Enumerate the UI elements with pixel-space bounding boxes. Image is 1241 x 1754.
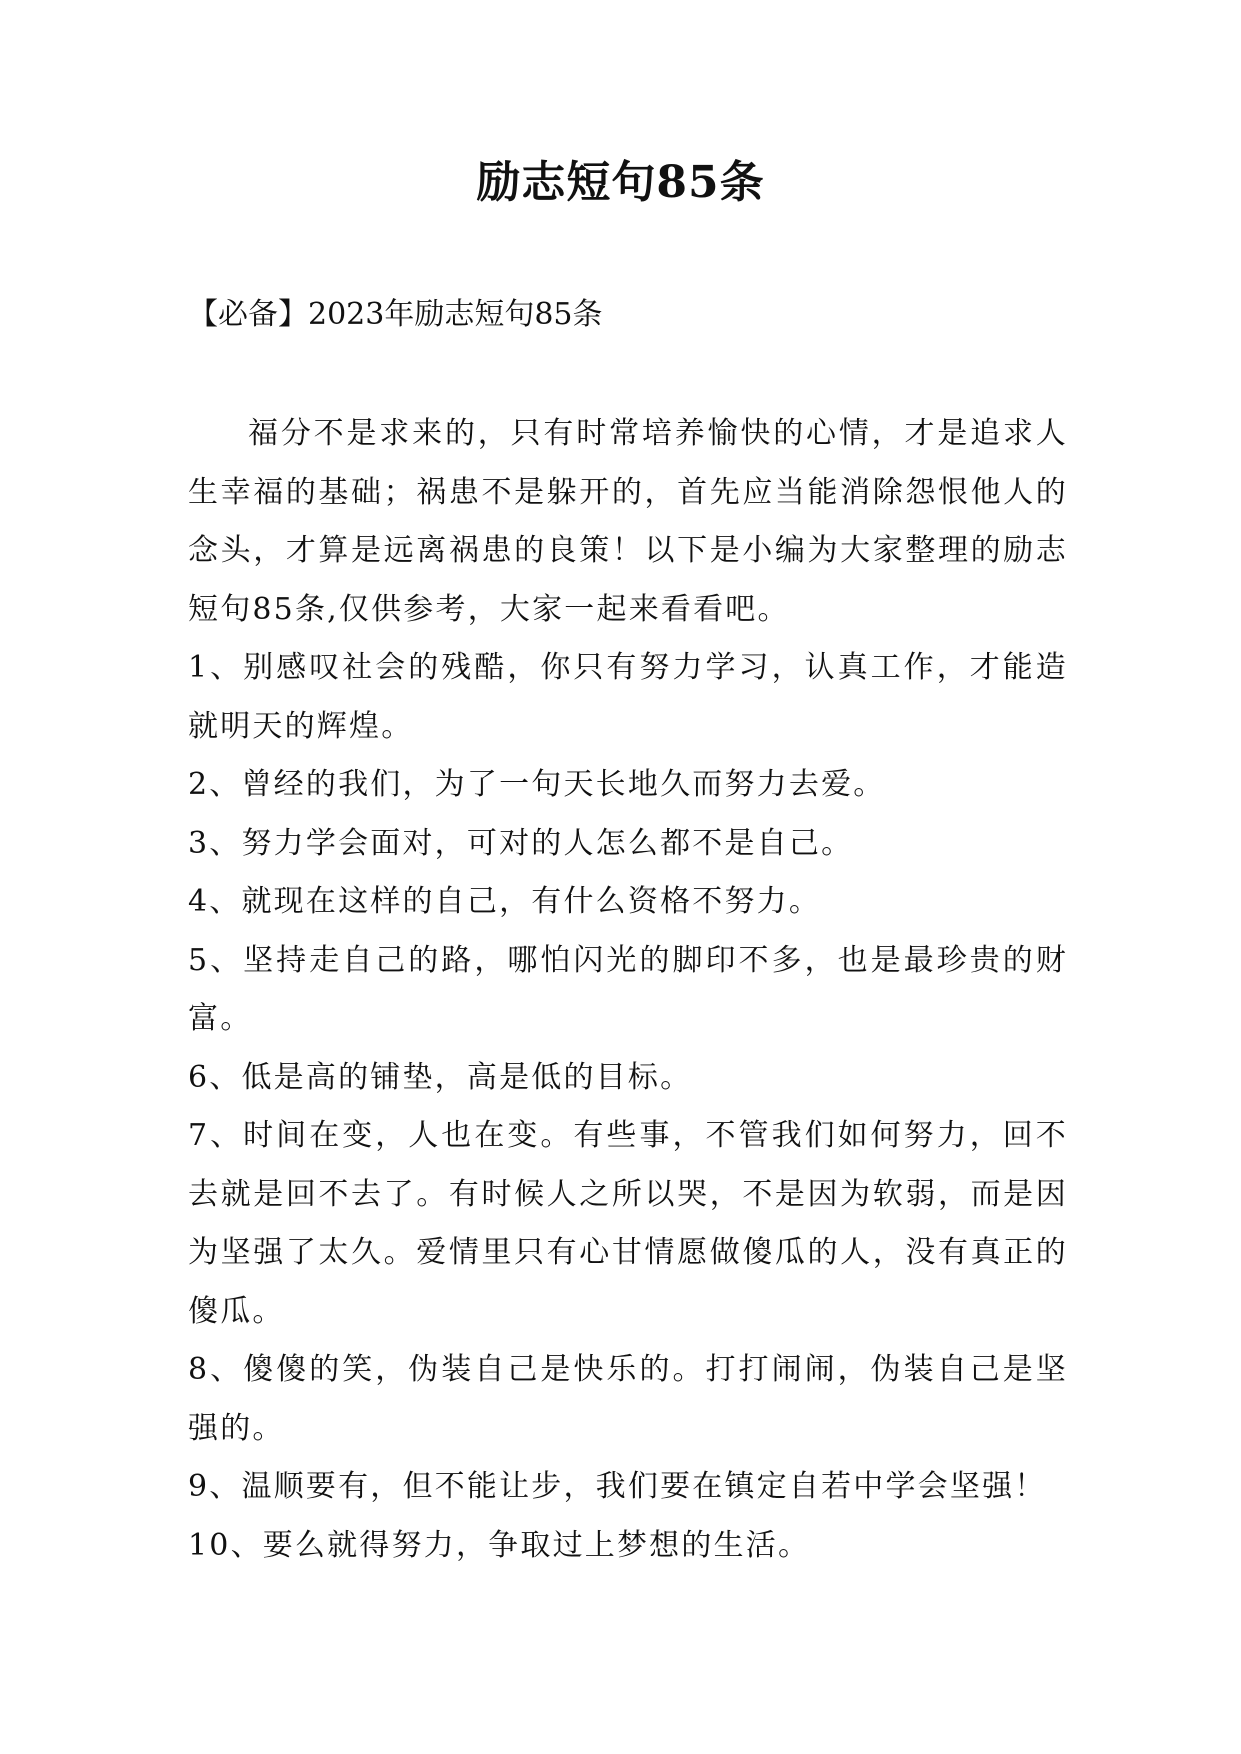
document-subtitle: 【必备】2023年励志短句85条 [188, 297, 603, 332]
list-item: 1、别感叹社会的残酷，你只有努力学习，认真工作，才能造就明天的辉煌。 [188, 650, 1068, 744]
document-body [188, 405, 1068, 1575]
list-item: 6、低是高的铺垫，高是低的目标。 [188, 1059, 693, 1095]
intro-paragraph: 福分不是求来的，只有时常培养愉快的心情，才是追求人生幸福的基础；祸患不是躲开的，首先应当能消除怨恨他人的念头，才算是远离祸患的良策！以下是小编为大家整理的励志短句85条,仅供参考，大家一起来看看吧。 [188, 416, 1068, 627]
list-item: 5、坚持走自己的路，哪怕闪光的脚印不多，也是最珍贵的财富。 [188, 942, 1068, 1036]
list-item: 4、就现在这样的自己，有什么资格不努力。 [188, 884, 822, 919]
list-item: 10、要么就得努力，争取过上梦想的生活。 [188, 1527, 811, 1563]
list-item: 3、努力学会面对，可对的人怎么都不是自己。 [188, 825, 854, 861]
list-item: 2、曾经的我们，为了一句天长地久而努力去爱。 [188, 767, 886, 802]
document-title: 励志短句85条 [476, 157, 765, 208]
list-item: 7、时间在变，人也在变。有些事，不管我们如何努力，回不去就是回不去了。有时候人之所以哭，不是因为软弱，而是因为坚强了太久。爱情里只有心甘情愿做傻瓜的人，没有真正的傻瓜。 [188, 1118, 1068, 1329]
list-item: 9、温顺要有，但不能让步，我们要在镇定自若中学会坚强！ [188, 1469, 1047, 1504]
list-item: 8、傻傻的笑，伪装自己是快乐的。打打闹闹，伪装自己是坚强的。 [188, 1352, 1068, 1446]
